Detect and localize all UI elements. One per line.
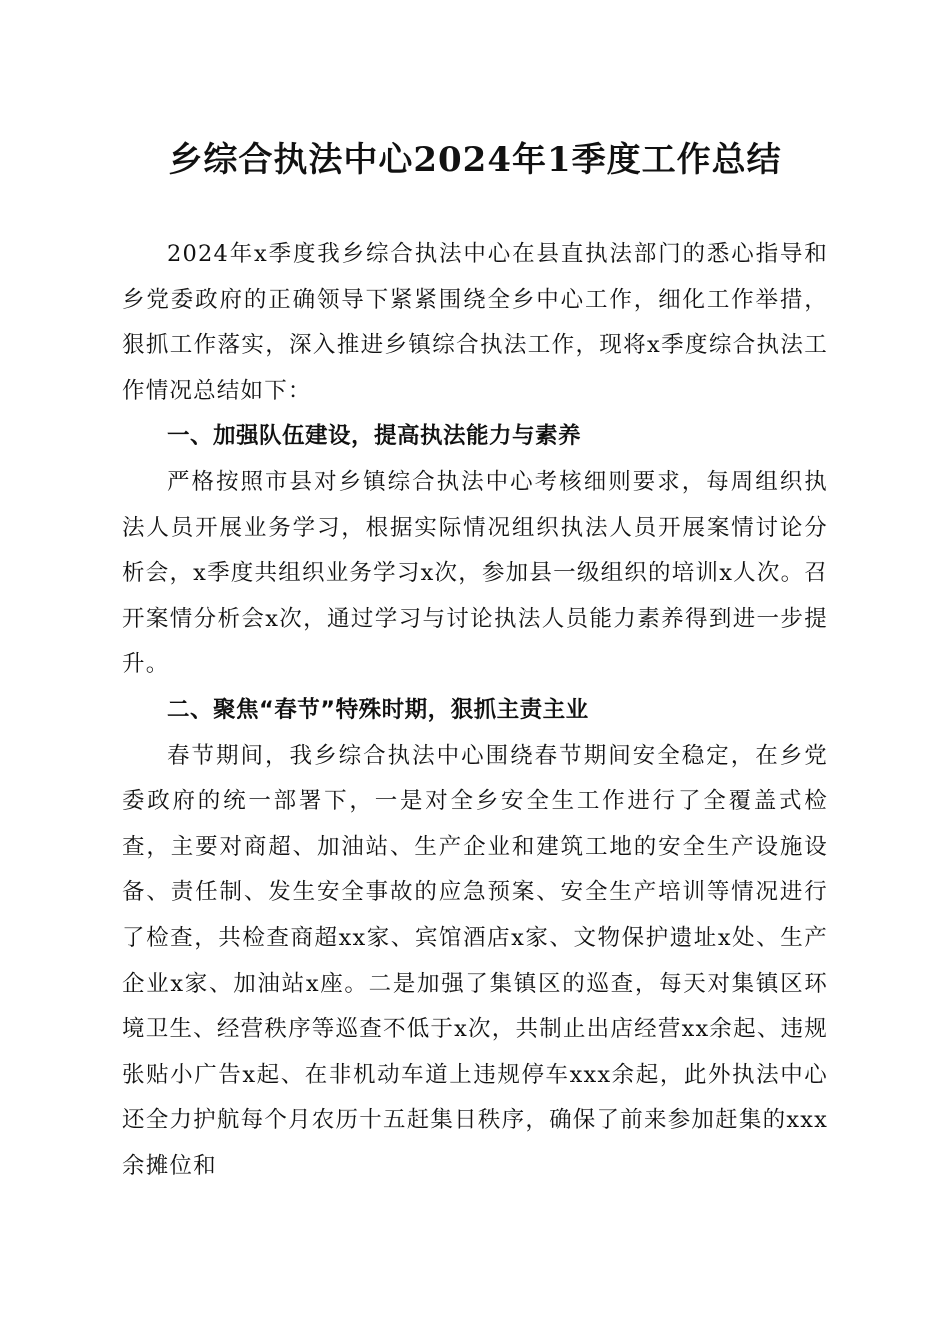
section-2-paragraph: 春节期间，我乡综合执法中心围绕春节期间安全稳定，在乡党委政府的统一部署下，一是对全乡安全生工作进行了全覆盖式检查，主要对商超、加油站、生产企业和建筑工地的安全生产设施设备、责任制、发生安全事故的应急预案、安全生产培训等情况进行了检查，共检查商超xx家、宾馆酒店x家、文物保护遗址x处、生产企业x家、加油站x座。二是加强了集镇区的巡查，每天对集镇区环境卫生、经营秩序等巡查不低于x次，共制止出店经营xx余起、违规张贴小广告x起、在非机动车道上违规停车xxx余起，此外执法中心还全力护航每个月农历十五赶集日秩序，确保了前来参加赶集的xxx余摊位和 <box>122 742 828 1179</box>
document-body <box>122 232 828 1189</box>
document-title: 乡综合执法中心2024年1季度工作总结 <box>168 140 782 180</box>
section-heading-2: 二、聚焦“春节”特殊时期，狠抓主责主业 <box>167 696 589 723</box>
section-heading-1: 一、加强队伍建设，提高执法能力与素养 <box>167 423 582 450</box>
section-1-paragraph: 严格按照市县对乡镇综合执法中心考核细则要求，每周组织执法人员开展业务学习，根据实际情况组织执法人员开展案情讨论分析会，x季度共组织业务学习x次，参加县一级组织的培训x人次。召开案情分析会x次，通过学习与讨论执法人员能力素养得到进一步提升。 <box>122 468 828 678</box>
intro-paragraph: 2024年x季度我乡综合执法中心在县直执法部门的悉心指导和乡党委政府的正确领导下紧紧围绕全乡中心工作，细化工作举措，狠抓工作落实，深入推进乡镇综合执法工作，现将x季度综合执法工作情况总结如下： <box>122 241 828 404</box>
